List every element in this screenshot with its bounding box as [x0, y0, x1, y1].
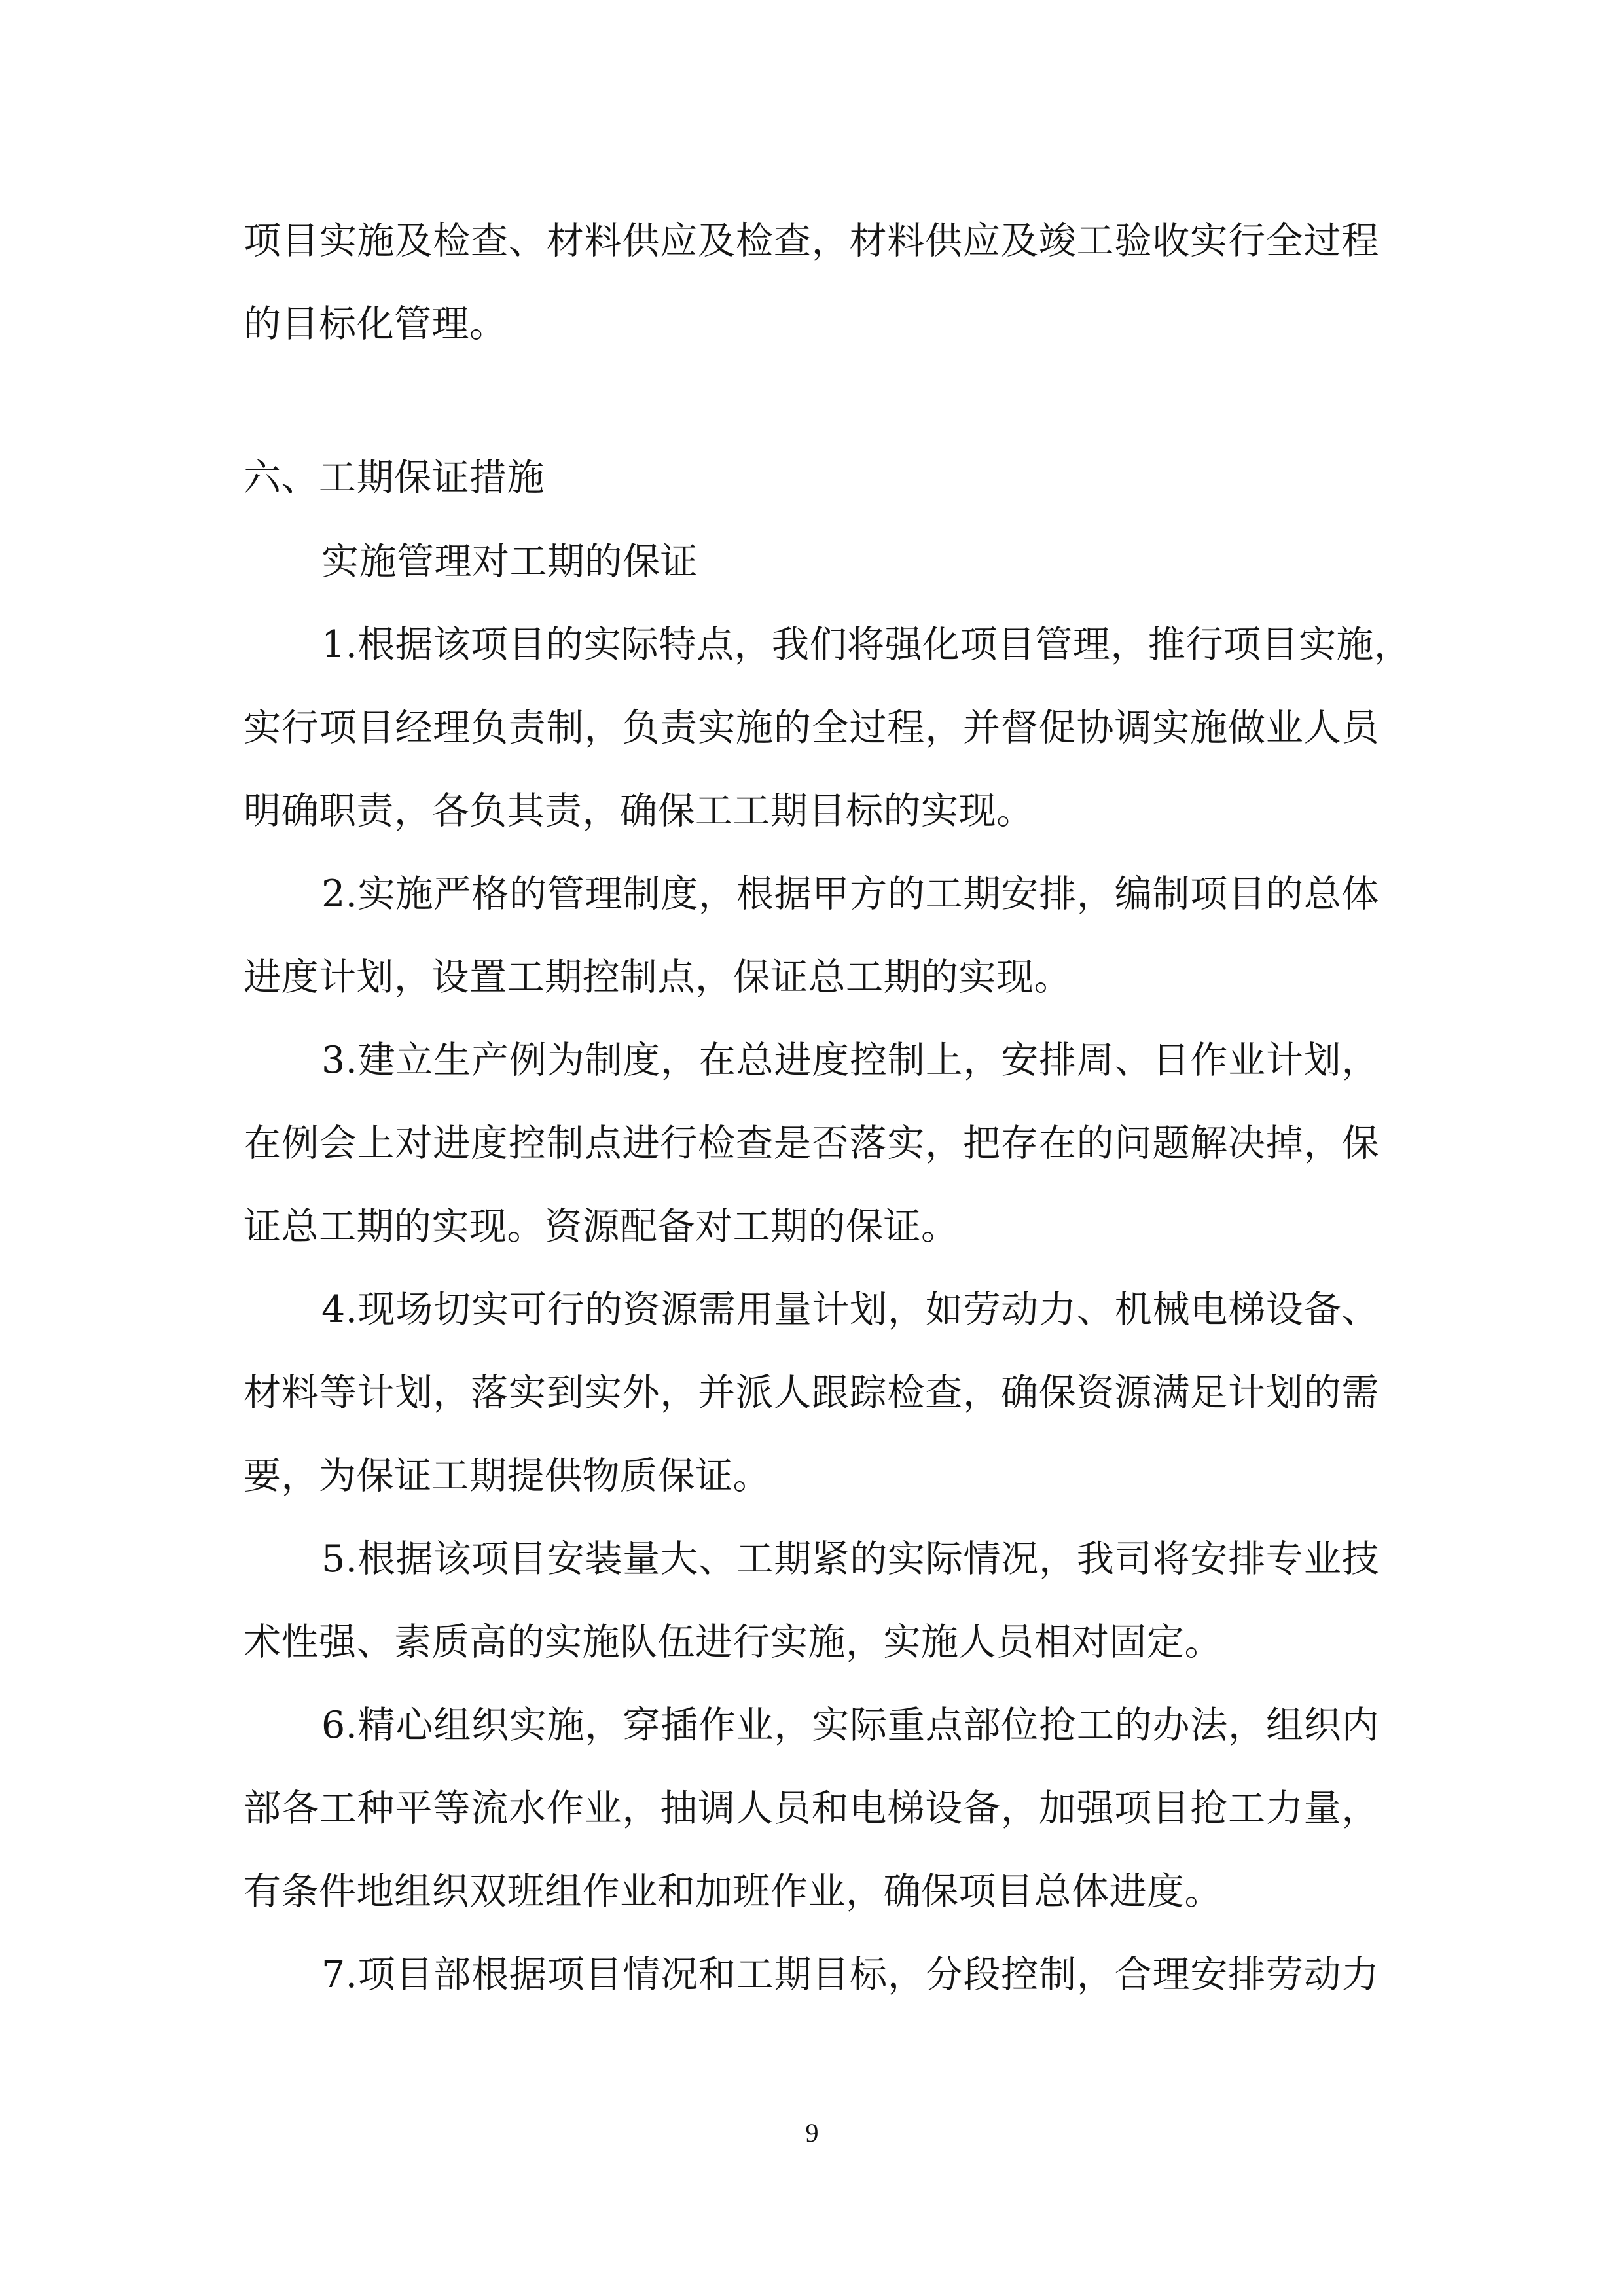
paragraph-2-line-1: 2.实施严格的管理制度，根据甲方的工期安排，编制项目的总体	[321, 872, 1379, 916]
paragraph-5-line-1: 5.根据该项目安装量大、工期紧的实际情况，我司将安排专业技	[321, 1537, 1379, 1581]
page-number: 9	[805, 2118, 819, 2147]
intro-line-1: 项目实施及检查、材料供应及检查，材料供应及竣工验收实行全过程	[244, 219, 1379, 262]
paragraph-3-line-3: 证总工期的实现。资源配备对工期的保证。	[244, 1205, 959, 1248]
paragraph-6-line-3: 有条件地组织双班组作业和加班作业，确保项目总体进度。	[244, 1870, 1222, 1913]
paragraph-7-line-1: 7.项目部根据项目情况和工期目标，分段控制，合理安排劳动力	[321, 1953, 1379, 1996]
intro-line-2: 的目标化管理。	[244, 302, 507, 346]
paragraph-1-line-2: 实行项目经理负责制，负责实施的全过程，并督促协调实施做业人员	[244, 706, 1379, 749]
paragraph-2-line-2: 进度计划，设置工期控制点，保证总工期的实现。	[244, 956, 1072, 999]
paragraph-1-line-3: 明确职责，各负其责，确保工工期目标的实现。	[244, 789, 1034, 833]
subheading: 实施管理对工期的保证	[321, 540, 698, 583]
paragraph-4-line-1: 4.现场切实可行的资源需用量计划，如劳动力、机械电梯设备、	[321, 1288, 1379, 1331]
paragraph-1-line-1: 1.根据该项目的实际特点，我们将强化项目管理，推行项目实施，	[321, 623, 1412, 666]
paragraph-4-line-2: 材料等计划，落实到实外，并派人跟踪检查，确保资源满足计划的需	[244, 1371, 1379, 1414]
paragraph-3-line-1: 3.建立生产例为制度，在总进度控制上，安排周、日作业计划，	[321, 1039, 1379, 1082]
paragraph-5-line-2: 术性强、素质高的实施队伍进行实施，实施人员相对固定。	[244, 1621, 1222, 1664]
paragraph-6-line-2: 部各工种平等流水作业，抽调人员和电梯设备，加强项目抢工力量，	[244, 1787, 1379, 1830]
paragraph-3-line-2: 在例会上对进度控制点进行检查是否落实，把存在的问题解决掉，保	[244, 1122, 1379, 1165]
paragraph-6-line-1: 6.精心组织实施，穿插作业，实际重点部位抢工的办法，组织内	[321, 1704, 1379, 1747]
paragraph-4-line-3: 要，为保证工期提供物质保证。	[244, 1454, 770, 1498]
section-heading: 六、工期保证措施	[244, 456, 545, 499]
